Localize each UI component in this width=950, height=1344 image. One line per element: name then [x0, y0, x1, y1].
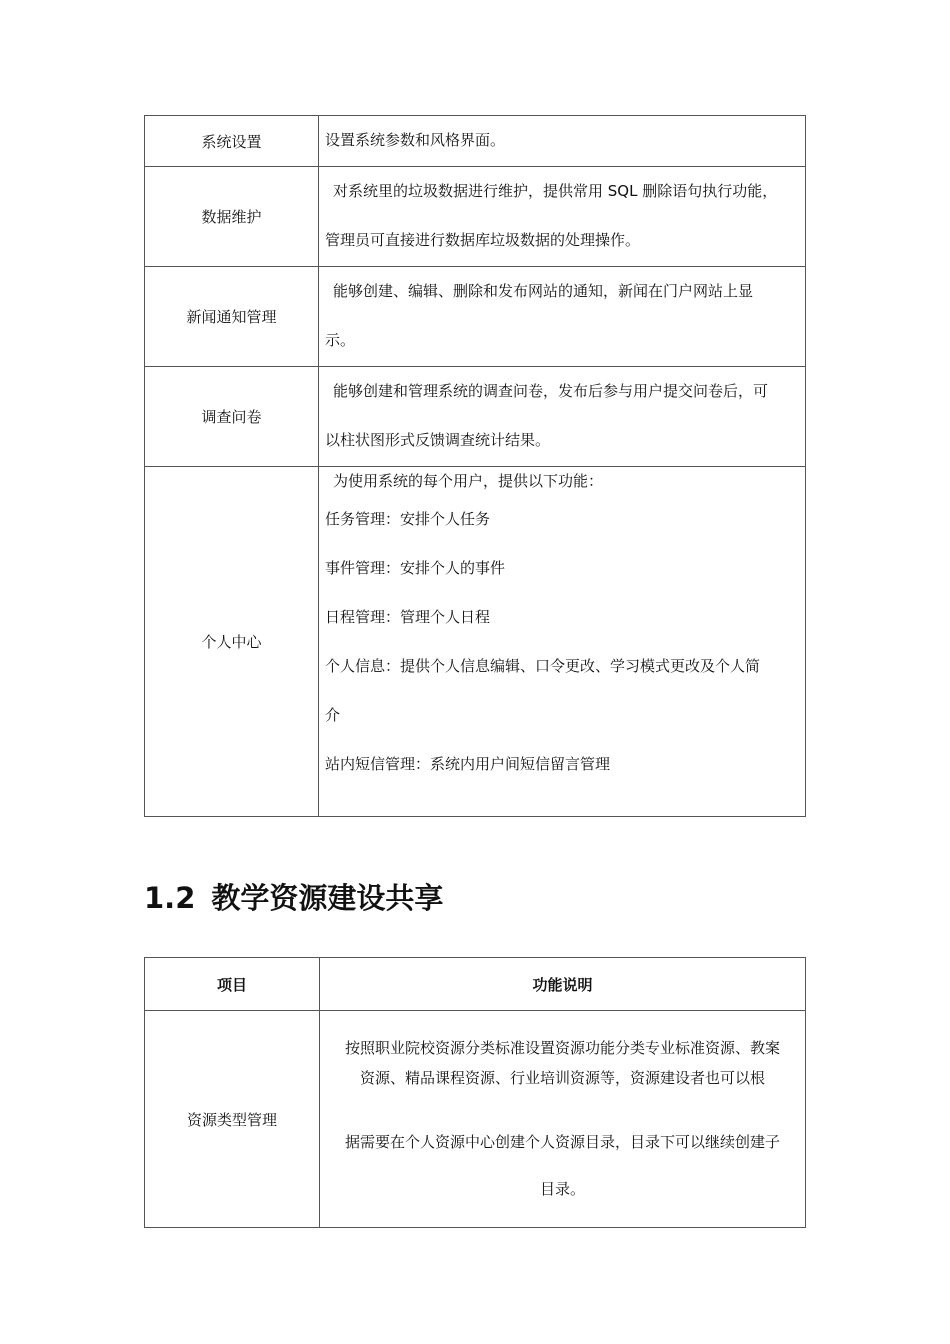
description-line: 个人信息：提供个人信息编辑、口令更改、学习模式更改及个人简 [325, 657, 761, 675]
row-description [319, 267, 806, 367]
table-row [145, 467, 806, 817]
description-line: 站内短信管理：系统内用户间短信留言管理 [325, 755, 611, 773]
description-line: 为使用系统的每个用户，提供以下功能： [333, 472, 604, 490]
clipped-line [326, 1069, 799, 1102]
row-label: 调查问卷 [145, 367, 319, 467]
section-number: 1.2 [144, 881, 196, 915]
description-line: 目录。 [539, 1180, 585, 1198]
description-line: 以柱状图形式反馈调查统计结果。 [325, 431, 551, 449]
row-label: 资源类型管理 [145, 1011, 320, 1228]
row-label: 个人中心 [145, 467, 319, 817]
function-table [144, 115, 806, 817]
row-label: 数据维护 [145, 167, 319, 267]
description-line: 资源、精品课程资源、行业培训资源等，资源建设者也可以根 [359, 1069, 765, 1087]
description-line: 事件管理：安排个人的事件 [325, 559, 506, 577]
description-line: 据需要在个人资源中心创建个人资源目录，目录下可以继续创建子 [344, 1133, 780, 1151]
table-row [145, 1011, 806, 1228]
row-description [319, 467, 806, 817]
description-line: 日程管理：管理个人日程 [325, 608, 491, 626]
row-label: 系统设置 [145, 116, 319, 167]
section-heading [144, 876, 443, 917]
row-description [319, 116, 806, 167]
section-title: 教学资源建设共享 [211, 881, 444, 915]
description-line: 任务管理：安排个人任务 [325, 510, 491, 528]
row-description [320, 1011, 806, 1228]
column-header: 项目 [145, 958, 320, 1011]
row-description [319, 367, 806, 467]
table-row [145, 116, 806, 167]
description-line: 对系统里的垃圾数据进行维护，提供常用 SQL 删除语句执行功能， [333, 182, 778, 200]
description-line: 按照职业院校资源分类标准设置资源功能分类专业标准资源、教案 [344, 1039, 780, 1057]
table-row [145, 367, 806, 467]
resource-table [144, 957, 806, 1228]
row-description [319, 167, 806, 267]
description-line: 管理员可直接进行数据库垃圾数据的处理操作。 [325, 231, 641, 249]
row-label: 新闻通知管理 [145, 267, 319, 367]
table-header-row [145, 958, 806, 1011]
description-line: 能够创建和管理系统的调查问卷，发布后参与用户提交问卷后，可 [333, 382, 769, 400]
table-row [145, 167, 806, 267]
column-header: 功能说明 [320, 958, 806, 1011]
description-line: 能够创建、编辑、删除和发布网站的通知，新闻在门户网站上显 [333, 282, 754, 300]
table-row [145, 267, 806, 367]
description-line: 介 [325, 706, 341, 724]
description-line: 设置系统参数和风格界面。 [325, 131, 506, 149]
description-line: 示。 [325, 331, 356, 349]
